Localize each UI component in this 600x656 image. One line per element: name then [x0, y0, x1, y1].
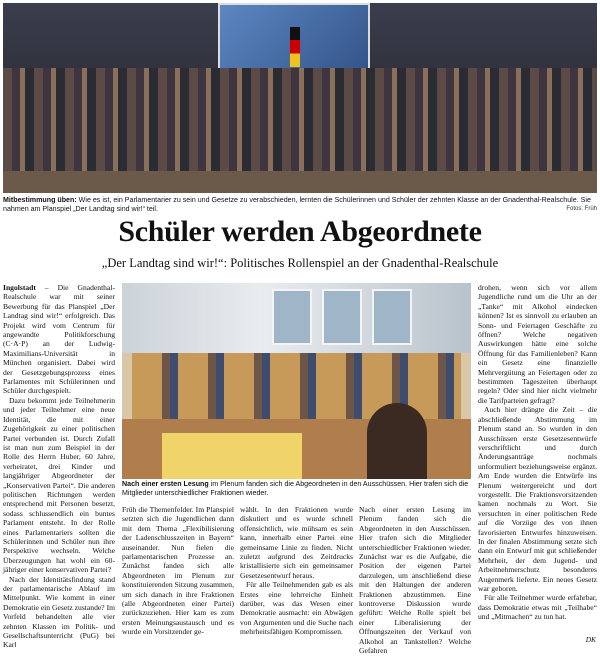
article-column-3 — [240, 505, 353, 645]
paragraph: Nach einer ersten Lesung im Plenum fanden sich die Abgeordneten in den Ausschüssen. Hier trafen sich die Mitglieder unterschiedlicher Fraktionen wieder. Zunächst war es die Aufgabe, die Position der eigenen Partei darzulegen, um anschließend diese mit den Haltungen der anderen Fraktionen abzustimmen. Eine kontroverse Diskussion wurde geführt: Welche Rolle spielt bei einer Liberalisierung der Öffnungszeiten der Verkauf von Alkohol an Tankstellen? Welche Gefahren — [359, 505, 471, 656]
paragraph: Auch hier drängte die Zeit – die abschließende Abstimmung im Plenum stand an. So wurden in den Ausschüssen erste Gesetzesentwürfe verschriftlicht und durch Änderungsanträge nochmals unformuliert beziehungsweise ergänzt. Am Ende wurden die Entwürfe ins Plenum weitergereicht und dort vorgestellt. Die Fraktionsvorsitzenden kamen nochmals zu Wort. Sie versuchten in einer politischen Rede auf die Vorzüge des von ihnen favorisierten Entwurfes hinzuweisen. In der finalen Abstimmung setzte sich dann ein Entwurf mit gut schließender Mehrheit, der dem Jugend- und Arbeitnehmerschutz besonderes Augenmerk lieferte. Ein neues Gesetz war geboren. — [478, 405, 597, 593]
article-headline: Schüler werden Abgeordnete — [118, 215, 482, 248]
classroom-photo-caption: Nach einer ersten Lesung im Plenum fanden sich die Abgeordneten in den Ausschüssen. Hier trafen sich die Mitglieder unterschiedlicher Fraktionen wieder. — [122, 480, 469, 497]
paragraph: Nach der Identitätsfindung stand der parlamentarische Ablauf im Mittelpunkt. Wie kommt in einer Demokratie ein Gesetz zustande? Im Vorfeld behandelten alle vier zehnten Klassen im Politik- und Gesellschaftsunterricht (PuG) bei Karl — [3, 574, 115, 650]
paragraph: Früh die Themenfelder. Im Planspiel setzten sich die Jugendlichen dann mit dem Thema „Flexibilisierung der Ladenschlusszeiten in Bayern“ auseinander. Nun fielen die parlamentarischen Prozesse an. Zunächst fanden sich alle Abgeordneten im Plenum zur konstituierenden Sitzung zusammen, um sich danach in ihre Fraktionen (alle Abgeordneten einer Partei) zurückzuziehen. Hier kam es zum ersten Meinungsaustausch und es wurde ein Vorsitzender ge- — [122, 505, 234, 637]
article-column-2 — [122, 505, 234, 645]
article-subhead: „Der Landtag sind wir!“: Politisches Rollenspiel an der Gnadenthal-Realschule — [101, 256, 499, 270]
article-column-4 — [359, 505, 471, 656]
top-photo-caption: Mitbestimmung üben: Wie es ist, ein Parlamentarier zu sein und Gesetze zu verabschieden, lernten die Schülerinnen und Schüler der zehnten Klasse an der Gnadenthal-Realschule. Sie nahmen am Planspiel „Der Landtag sind wir!“ teil. — [3, 196, 591, 213]
paragraph: Für alle Teilnehmenden gab es als Erstes eine lehrreiche Einheit darüber, was das Wesen einer Demokratie ausmacht: ein Abwägen von Argumenten und die Suche nach mehrheitsfähigen Kompromissen. — [240, 580, 353, 637]
dateline: Ingolstadt — [3, 283, 36, 292]
author-initials: DK — [585, 635, 596, 644]
group-photo — [3, 3, 597, 193]
paragraph: wählt. In den Fraktionen wurde diskutiert und es wurde schnell offensichtlich, wie mühsam es sein kann, innerhalb einer Partei eine gemeinsame Linie zu finden. Nicht zuletzt aufgrund des Zeitdrucks kristallisierte sich ein gemeinsamer Gesetzesentwurf heraus. — [240, 505, 353, 580]
classroom-photo — [122, 283, 471, 479]
paragraph: drohen, wenn sich vor allem Jugendliche rund um die Uhr an der „Tanke“ mit Alkohol eindecken können? Ist es sinnvoll zu erlauben an Sonn- und Feiertagen Geschäfte zu öffnen? Welche negativen Auswirkungen hätte eine solche Öffnung für das Familienleben? Kann ein Gesetz eine finanzielle Mehrvergütung an Feiertagen oder zu bestimmten Tageszeiten überhaupt regeln? Oder sind hier nicht vielmehr die Tarifparteien gefragt? — [478, 283, 597, 405]
photo-credit: Fotos: Früh — [566, 206, 597, 212]
article-column-1 — [3, 283, 115, 650]
paragraph: Für alle Teilnehmer wurde erfahrbar, dass Demokratie etwas mit „Teilhabe“ und „Mitmachen“ zu tun hat. — [478, 593, 597, 622]
paragraph: Ingolstadt – Die Gnadenthal-Realschule war mit seiner Bewerbung für das Planspiel „Der Landtag sind wir!“ erfolgreich. Das Projekt wird vom Centrum für angewandte Politikforschung (C·A·P) an der Ludwig-Maximilians-Universität in München organisiert. Dabei wird der Gesetzgebungsprozess eines Parlamentes mit Schülerinnen und Schüler durchgespielt. — [3, 283, 115, 396]
student-figure — [367, 403, 427, 479]
article-column-5 — [478, 283, 597, 645]
paragraph: Dazu bekommt jede Teilnehmerin und jeder Teilnehmer eine neue Identität, die mit einer Zugehörigkeit zu einer politischen Partei verbunden ist. Durch Zufall ist man nun zum Beispiel in der Rolle des Herrn Huber, 60 Jahre, verheiratet, drei Kinder und langjähriger Abgeordneter der „Konservativen Partei“. Die anderen politischen Richtungen werden entsprechend mit Personen besetzt, sodass schlussendlich ein buntes Parlament entsteht. In der Rolle eines Parlamentariers sollten die Schülerinnen und Schüler nun ihre Perspektive wechseln. Welche Überzeugungen hat wohl ein 60-jähriger einer konservativen Partei? — [3, 395, 115, 575]
